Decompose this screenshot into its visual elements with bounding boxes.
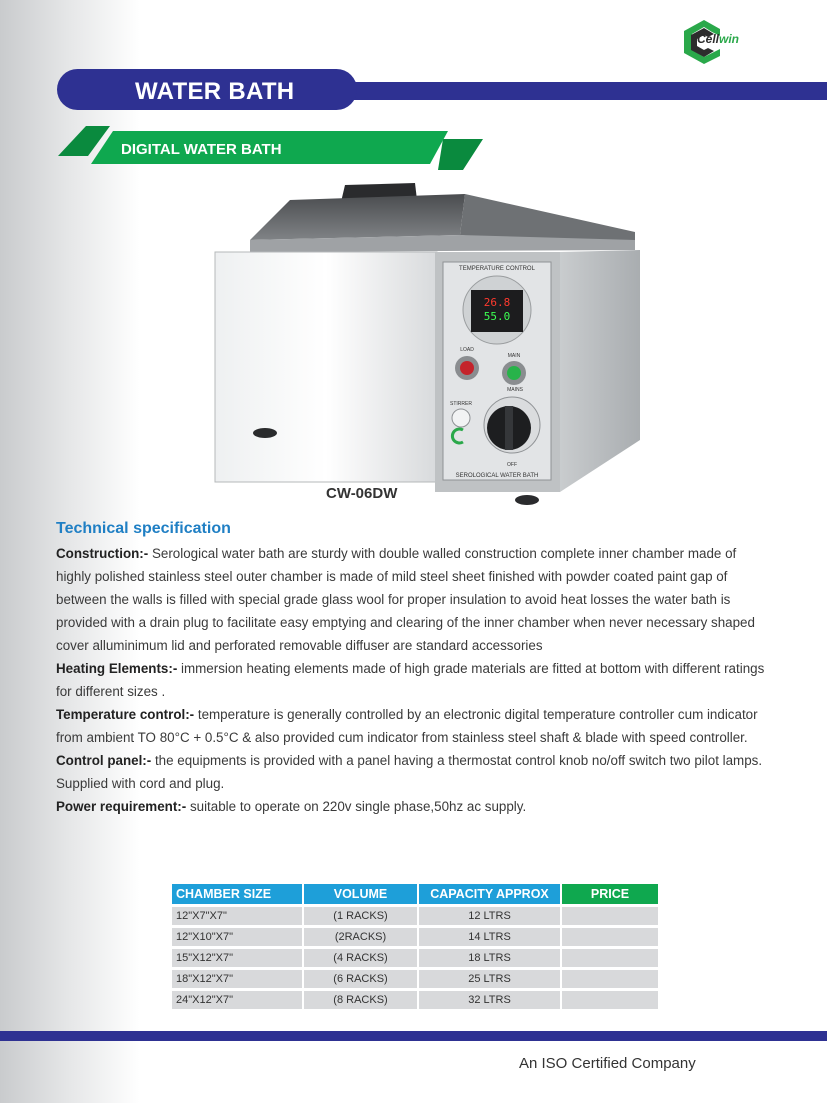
header-capacity: CAPACITY APPROX xyxy=(419,884,560,904)
load-label: LOAD xyxy=(460,347,474,353)
cell-price xyxy=(562,991,658,1009)
cell-capacity: 32 LTRS xyxy=(419,991,560,1009)
spec-heading: Technical specification xyxy=(56,520,231,537)
stirrer-label: STIRRER xyxy=(450,401,472,407)
header-volume: VOLUME xyxy=(304,884,417,904)
cell-price xyxy=(562,928,658,946)
cell-volume: (1 RACKS) xyxy=(304,907,417,925)
table-row xyxy=(172,991,658,1009)
page-title: WATER BATH xyxy=(135,78,295,105)
spec-temperature: Temperature control:- temperature is generally controlled by an electronic digital temperature controller cum indicator from ambient TO 80°C + 0.5°C & also provided cum indicator from stainless steel shaft & blade with speed controller. xyxy=(56,707,758,745)
header-price: PRICE xyxy=(562,884,658,904)
cell-chamber: 12"X7"X7" xyxy=(172,907,302,925)
footer-rule xyxy=(0,1031,827,1041)
cell-chamber: 15"X12"X7" xyxy=(172,949,302,967)
cell-volume: (6 RACKS) xyxy=(304,970,417,988)
main-label: MAIN xyxy=(507,353,521,359)
cell-volume: (2RACKS) xyxy=(304,928,417,946)
front-label: SEROLOGICAL WATER BATH xyxy=(455,473,539,479)
cell-capacity: 18 LTRS xyxy=(419,949,560,967)
spec-control-panel: Control panel:- the equipments is provided with a panel having a thermostat control knob no/off switch two pilot lamps. Supplied with cord and plug. xyxy=(56,753,763,791)
table-row xyxy=(172,970,658,988)
display-top: 26.8 xyxy=(483,296,511,309)
table-row xyxy=(172,907,658,925)
page-subtitle: DIGITAL WATER BATH xyxy=(121,141,282,158)
panel-label: TEMPERATURE CONTROL xyxy=(459,266,535,272)
water-bath-image xyxy=(205,180,645,510)
cell-volume: (8 RACKS) xyxy=(304,991,417,1009)
spec-power: Power requirement:- suitable to operate on 220v single phase,50hz ac supply. xyxy=(56,799,527,814)
header-chamber-size: CHAMBER SIZE xyxy=(172,884,302,904)
cell-chamber: 12"X10"X7" xyxy=(172,928,302,946)
cell-chamber: 24"X12"X7" xyxy=(172,991,302,1009)
cell-capacity: 12 LTRS xyxy=(419,907,560,925)
spec-construction: Construction:- Serological water bath are sturdy with double walled construction complete inner chamber made of highly polished stainless steel outer chamber is made of mild steel sheet finished with powder coated paint gap of between the walls is filled with special grade glass wool for proper insulation to avoid heat losses the water bath is provided with a drain plug to facilitate easy emptying and clearing of the inner chamber when never necessary shaped cover alluminimum lid and perforated removable diffuser are standard accessories xyxy=(56,546,755,653)
mains-label: MAINS xyxy=(507,387,523,393)
model-number: CW-06DW xyxy=(326,485,398,502)
spec-heating: Heating Elements:- immersion heating elements made of high grade materials are fitted at bottom with different ratings for different sizes . xyxy=(56,661,765,699)
cell-chamber: 18"X12"X7" xyxy=(172,970,302,988)
cell-volume: (4 RACKS) xyxy=(304,949,417,967)
cell-price xyxy=(562,970,658,988)
cell-price xyxy=(562,949,658,967)
iso-certified-text: An ISO Certified Company xyxy=(519,1055,696,1072)
brand-name: Cellwin xyxy=(697,32,740,46)
table-header-row xyxy=(172,884,658,904)
spec-body xyxy=(56,542,766,818)
cell-capacity: 25 LTRS xyxy=(419,970,560,988)
cell-price xyxy=(562,907,658,925)
display-bottom: 55.0 xyxy=(483,310,511,323)
title-rule xyxy=(340,82,827,100)
table-row xyxy=(172,928,658,946)
cell-capacity: 14 LTRS xyxy=(419,928,560,946)
off-label: OFF xyxy=(507,462,517,468)
table-row xyxy=(172,949,658,967)
price-table xyxy=(170,881,660,1012)
